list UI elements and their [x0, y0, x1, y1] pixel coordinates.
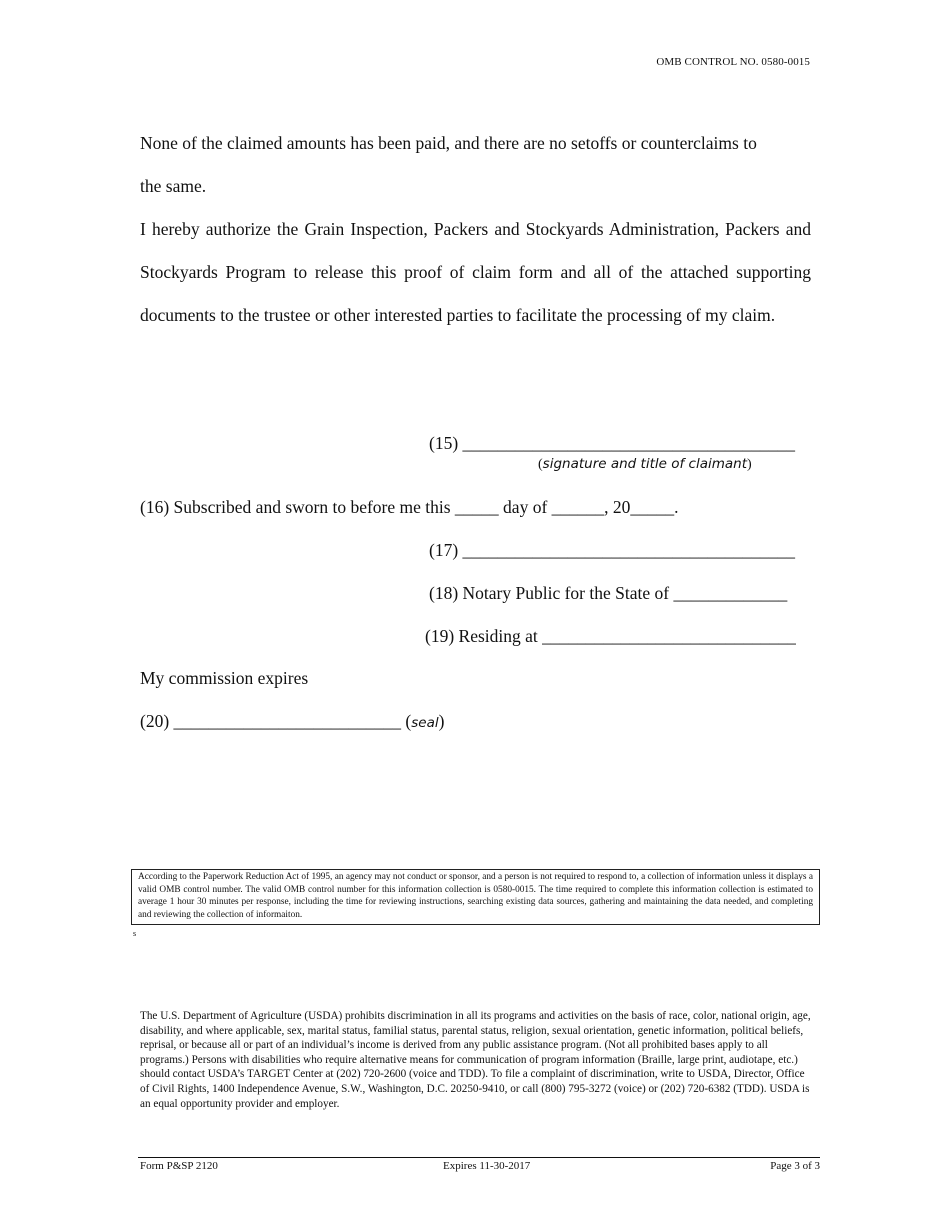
- field-18-notary-state[interactable]: (18) Notary Public for the State of _____________: [429, 583, 788, 603]
- footer-rule: [138, 1157, 820, 1158]
- footer-expiration: Expires 11-30-2017: [443, 1160, 531, 1172]
- footer-page-number: Page 3 of 3: [770, 1160, 820, 1172]
- field-15-signature[interactable]: (15) ______________________________________: [429, 433, 796, 453]
- field-20-commission-date[interactable]: (20) __________________________ (seal): [140, 711, 445, 731]
- footer-form-number: Form P&SP 2120: [140, 1160, 218, 1172]
- commission-expires-label: My commission expires: [140, 668, 309, 688]
- usda-nondiscrimination-notice: The U.S. Department of Agriculture (USDA) prohibits discrimination in all its programs and activities on the basis of race, color, national origin, age, disability, and where applicable, sex, marital status, familial status, parental status, religion, sexual orientation, genetic information, political beliefs, reprisal, or because all or part of an individual’s income is derived from any public assistance program. (Not all prohibited bases apply to all programs.) Persons with disabilities who require alternative means for communication of program information (Braille, large print, audiotape, etc.) should contact USDA’s TARGET Center at (202) 720-2600 (voice and TDD). To file a complaint of discrimination, write to USDA, Director, Office of Civil Rights, 1400 Independence Avenue, S.W., Washington, D.C. 20250-9410, or call (800) 795-3272 (voice) or (202) 720-6382 (TDD). USDA is an equal opportunity provider and employer.: [140, 1010, 811, 1110]
- statement-line-1: None of the claimed amounts has been paid, and there are no setoffs or counterclaims to: [140, 133, 757, 153]
- authorization-statement: I hereby authorize the Grain Inspection, Packers and Stockyards Administration, Packers and Stockyards Program to release this proof of claim form and all of the attached supporting documents to the trustee or other interested parties to facilitate the processing of my claim.: [140, 219, 811, 325]
- no-payment-statement: [140, 122, 811, 208]
- statement-line-2: the same.: [140, 176, 207, 196]
- field-19-residing-at[interactable]: (19) Residing at _____________________________: [425, 626, 796, 646]
- stray-mark: s: [133, 929, 137, 938]
- omb-control-number: OMB CONTROL NO. 0580-0015: [656, 56, 810, 68]
- field-16-sworn-date[interactable]: (16) Subscribed and sworn to before me this _____ day of ______, 20_____.: [140, 497, 679, 517]
- field-15-caption: (signature and title of claimant): [538, 456, 752, 472]
- paperwork-reduction-notice: According to the Paperwork Reduction Act of 1995, an agency may not conduct or sponsor, and a person is not required to respond to, a collection of information unless it displays a valid OMB control number. The valid OMB control number for this information collection is 0580-0015. The time required to complete this information collection is estimated to average 1 hour 30 minutes per response, including the time for reviewing instructions, searching existing data sources, gathering and maintaining the data needed, and completing and reviewing the collection of informaiton.: [131, 869, 820, 925]
- field-17-notary-signature[interactable]: (17) ______________________________________: [429, 540, 796, 560]
- seal-label: seal: [411, 715, 439, 731]
